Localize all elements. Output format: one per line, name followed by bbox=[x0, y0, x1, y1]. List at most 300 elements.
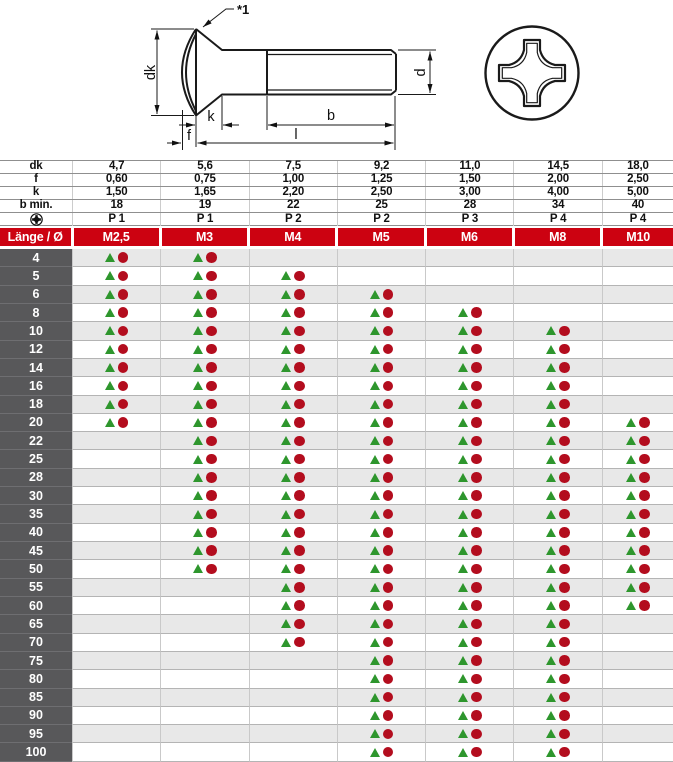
triangle-icon bbox=[370, 748, 380, 757]
triangle-icon bbox=[626, 418, 636, 427]
phillips-cross-icon bbox=[499, 40, 565, 106]
availability-cell bbox=[602, 359, 673, 377]
availability-cell bbox=[337, 597, 425, 615]
triangle-icon bbox=[370, 711, 380, 720]
availability-marker bbox=[370, 619, 394, 630]
availability-marker bbox=[458, 490, 482, 501]
availability-marker bbox=[105, 252, 129, 263]
table-row bbox=[0, 689, 673, 707]
circle-icon bbox=[383, 362, 394, 373]
availability-marker bbox=[281, 490, 305, 501]
availability-cell bbox=[513, 341, 601, 359]
circle-icon bbox=[294, 417, 305, 428]
triangle-icon bbox=[370, 619, 380, 628]
availability-cell bbox=[602, 689, 673, 707]
spec-value: 2,00 bbox=[513, 174, 601, 186]
triangle-icon bbox=[458, 711, 468, 720]
availability-marker bbox=[193, 436, 217, 447]
circle-icon bbox=[206, 326, 217, 337]
triangle-icon bbox=[193, 418, 203, 427]
availability-cell bbox=[602, 286, 673, 304]
availability-cell bbox=[249, 652, 337, 670]
availability-cell bbox=[337, 414, 425, 432]
triangle-icon bbox=[546, 693, 556, 702]
availability-marker bbox=[626, 490, 650, 501]
availability-cell bbox=[337, 615, 425, 633]
availability-marker bbox=[458, 729, 482, 740]
length-label: 75 bbox=[0, 652, 72, 670]
circle-icon bbox=[639, 454, 650, 465]
triangle-icon bbox=[281, 400, 291, 409]
availability-marker bbox=[546, 381, 570, 392]
triangle-icon bbox=[281, 546, 291, 555]
circle-icon bbox=[206, 417, 217, 428]
triangle-icon bbox=[281, 271, 291, 280]
length-label: 65 bbox=[0, 615, 72, 633]
spec-row-label: dk bbox=[29, 160, 43, 173]
availability-cell bbox=[602, 560, 673, 578]
table-row bbox=[0, 249, 673, 267]
spec-value: 1,25 bbox=[337, 174, 425, 186]
spec-value: 4,00 bbox=[513, 187, 601, 199]
availability-cell bbox=[602, 725, 673, 743]
availability-marker bbox=[370, 490, 394, 501]
availability-cell bbox=[160, 689, 248, 707]
circle-icon bbox=[206, 509, 217, 520]
circle-icon bbox=[118, 307, 129, 318]
availability-cell bbox=[425, 322, 513, 340]
circle-icon bbox=[294, 527, 305, 538]
availability-marker bbox=[626, 436, 650, 447]
triangle-icon bbox=[105, 271, 115, 280]
triangle-icon bbox=[193, 345, 203, 354]
circle-icon bbox=[294, 436, 305, 447]
circle-icon bbox=[639, 509, 650, 520]
circle-icon bbox=[294, 454, 305, 465]
availability-cell bbox=[337, 396, 425, 414]
availability-cell bbox=[513, 579, 601, 597]
availability-marker bbox=[370, 710, 394, 721]
circle-icon bbox=[118, 399, 129, 410]
availability-marker bbox=[193, 326, 217, 337]
length-label: 80 bbox=[0, 670, 72, 688]
triangle-icon bbox=[193, 326, 203, 335]
table-row bbox=[0, 432, 673, 450]
circle-icon bbox=[471, 674, 482, 685]
availability-marker bbox=[370, 454, 394, 465]
availability-marker bbox=[546, 436, 570, 447]
availability-cell bbox=[513, 652, 601, 670]
circle-icon bbox=[471, 637, 482, 648]
availability-cell bbox=[425, 249, 513, 267]
spec-value: 22 bbox=[249, 200, 337, 212]
availability-marker bbox=[370, 381, 394, 392]
spec-value: 1,50 bbox=[72, 187, 160, 199]
length-label: 18 bbox=[0, 396, 72, 414]
availability-cell bbox=[72, 469, 160, 487]
spec-value: 25 bbox=[337, 200, 425, 212]
availability-marker bbox=[458, 454, 482, 465]
availability-marker bbox=[193, 381, 217, 392]
circle-icon bbox=[206, 307, 217, 318]
size-column-header: M5 bbox=[338, 228, 423, 246]
availability-marker bbox=[370, 307, 394, 318]
triangle-icon bbox=[370, 564, 380, 573]
availability-cell bbox=[425, 469, 513, 487]
triangle-icon bbox=[281, 583, 291, 592]
availability-marker bbox=[105, 344, 129, 355]
triangle-icon bbox=[458, 345, 468, 354]
circle-icon bbox=[471, 454, 482, 465]
spec-value: 19 bbox=[160, 200, 248, 212]
availability-marker bbox=[105, 326, 129, 337]
availability-marker bbox=[281, 509, 305, 520]
availability-cell bbox=[602, 450, 673, 468]
availability-cell bbox=[160, 396, 248, 414]
circle-icon bbox=[206, 545, 217, 556]
triangle-icon bbox=[281, 363, 291, 372]
availability-cell bbox=[337, 304, 425, 322]
availability-cell bbox=[425, 377, 513, 395]
availability-cell bbox=[160, 432, 248, 450]
availability-cell bbox=[72, 414, 160, 432]
circle-icon bbox=[559, 527, 570, 538]
triangle-icon bbox=[546, 473, 556, 482]
table-row bbox=[0, 560, 673, 578]
availability-cell bbox=[249, 634, 337, 652]
triangle-icon bbox=[546, 400, 556, 409]
spec-row bbox=[0, 187, 673, 200]
availability-cell bbox=[513, 670, 601, 688]
circle-icon bbox=[639, 545, 650, 556]
availability-cell bbox=[513, 286, 601, 304]
circle-icon bbox=[559, 326, 570, 337]
length-label: 70 bbox=[0, 634, 72, 652]
circle-icon bbox=[383, 490, 394, 501]
triangle-icon bbox=[626, 510, 636, 519]
spec-row-label: b min. bbox=[19, 199, 53, 212]
availability-marker bbox=[370, 436, 394, 447]
length-label: 35 bbox=[0, 505, 72, 523]
availability-cell bbox=[337, 469, 425, 487]
availability-marker bbox=[193, 289, 217, 300]
phillips-cross-inner-icon bbox=[502, 43, 561, 102]
availability-marker bbox=[458, 381, 482, 392]
triangle-icon bbox=[370, 510, 380, 519]
availability-cell bbox=[72, 579, 160, 597]
triangle-icon bbox=[370, 491, 380, 500]
availability-marker bbox=[105, 417, 129, 428]
availability-marker bbox=[458, 619, 482, 630]
triangle-icon bbox=[546, 638, 556, 647]
availability-cell bbox=[337, 450, 425, 468]
circle-icon bbox=[118, 344, 129, 355]
availability-marker bbox=[370, 472, 394, 483]
availability-cell bbox=[249, 707, 337, 725]
availability-cell bbox=[72, 396, 160, 414]
circle-icon bbox=[206, 490, 217, 501]
availability-cell bbox=[425, 487, 513, 505]
table-row bbox=[0, 396, 673, 414]
triangle-icon bbox=[546, 418, 556, 427]
circle-icon bbox=[559, 417, 570, 428]
availability-marker bbox=[626, 417, 650, 428]
availability-marker bbox=[281, 289, 305, 300]
spec-value: 3,00 bbox=[425, 187, 513, 199]
triangle-icon bbox=[458, 729, 468, 738]
availability-cell bbox=[425, 304, 513, 322]
availability-marker bbox=[281, 381, 305, 392]
length-label: 14 bbox=[0, 359, 72, 377]
availability-cell bbox=[602, 579, 673, 597]
availability-cell bbox=[513, 689, 601, 707]
circle-icon bbox=[294, 289, 305, 300]
table-row bbox=[0, 670, 673, 688]
availability-marker bbox=[458, 527, 482, 538]
triangle-icon bbox=[458, 748, 468, 757]
table-row bbox=[0, 615, 673, 633]
availability-cell bbox=[249, 579, 337, 597]
availability-cell bbox=[513, 377, 601, 395]
spec-value: 40 bbox=[602, 200, 673, 212]
circle-icon bbox=[294, 582, 305, 593]
triangle-icon bbox=[370, 455, 380, 464]
availability-cell bbox=[160, 652, 248, 670]
triangle-icon bbox=[370, 693, 380, 702]
availability-cell bbox=[337, 359, 425, 377]
circle-icon bbox=[559, 747, 570, 758]
length-label: 16 bbox=[0, 377, 72, 395]
availability-cell bbox=[602, 267, 673, 285]
availability-cell bbox=[337, 377, 425, 395]
spec-value: 2,20 bbox=[249, 187, 337, 199]
availability-cell bbox=[425, 341, 513, 359]
circle-icon bbox=[383, 436, 394, 447]
size-column-header: M8 bbox=[515, 228, 600, 246]
circle-icon bbox=[639, 564, 650, 575]
availability-marker bbox=[105, 381, 129, 392]
table-row bbox=[0, 707, 673, 725]
circle-icon bbox=[294, 637, 305, 648]
size-column-header: M2,5 bbox=[74, 228, 159, 246]
availability-cell bbox=[72, 542, 160, 560]
table-row bbox=[0, 487, 673, 505]
triangle-icon bbox=[546, 510, 556, 519]
spec-value: P 1 bbox=[72, 213, 160, 226]
availability-cell bbox=[602, 249, 673, 267]
availability-cell bbox=[72, 743, 160, 761]
availability-marker bbox=[546, 747, 570, 758]
availability-marker bbox=[626, 527, 650, 538]
circle-icon bbox=[383, 454, 394, 465]
table-row bbox=[0, 524, 673, 542]
availability-cell bbox=[602, 396, 673, 414]
triangle-icon bbox=[546, 656, 556, 665]
callout-label: *1 bbox=[237, 2, 250, 17]
circle-icon bbox=[383, 326, 394, 337]
circle-icon bbox=[118, 417, 129, 428]
length-label: 8 bbox=[0, 304, 72, 322]
circle-icon bbox=[294, 619, 305, 630]
circle-icon bbox=[118, 381, 129, 392]
triangle-icon bbox=[458, 601, 468, 610]
spec-value: 5,00 bbox=[602, 187, 673, 199]
triangle-icon bbox=[281, 510, 291, 519]
circle-icon bbox=[383, 564, 394, 575]
size-column-header: M10 bbox=[603, 228, 673, 246]
spec-row-label: k bbox=[32, 186, 40, 199]
circle-icon bbox=[471, 655, 482, 666]
availability-cell bbox=[513, 524, 601, 542]
availability-marker bbox=[370, 564, 394, 575]
availability-marker bbox=[546, 655, 570, 666]
triangle-icon bbox=[105, 290, 115, 299]
length-label: 12 bbox=[0, 341, 72, 359]
availability-marker bbox=[193, 545, 217, 556]
availability-cell bbox=[425, 396, 513, 414]
circle-icon bbox=[559, 344, 570, 355]
triangle-icon bbox=[370, 601, 380, 610]
triangle-icon bbox=[458, 400, 468, 409]
spec-table bbox=[0, 160, 673, 226]
availability-cell bbox=[602, 487, 673, 505]
availability-cell bbox=[513, 743, 601, 761]
phillips-drive-icon bbox=[30, 213, 43, 226]
circle-icon bbox=[294, 399, 305, 410]
triangle-icon bbox=[370, 674, 380, 683]
triangle-icon bbox=[105, 326, 115, 335]
table-row bbox=[0, 634, 673, 652]
triangle-icon bbox=[546, 381, 556, 390]
availability-marker bbox=[546, 600, 570, 611]
circle-icon bbox=[559, 381, 570, 392]
spec-row bbox=[0, 213, 673, 226]
triangle-icon bbox=[546, 363, 556, 372]
availability-marker bbox=[193, 271, 217, 282]
availability-cell bbox=[72, 487, 160, 505]
availability-marker bbox=[281, 399, 305, 410]
availability-cell bbox=[337, 743, 425, 761]
availability-cell bbox=[425, 505, 513, 523]
availability-marker bbox=[370, 582, 394, 593]
triangle-icon bbox=[458, 638, 468, 647]
triangle-icon bbox=[546, 674, 556, 683]
availability-marker bbox=[458, 637, 482, 648]
availability-cell bbox=[72, 689, 160, 707]
availability-marker bbox=[281, 326, 305, 337]
circle-icon bbox=[559, 600, 570, 611]
spec-value: 14,5 bbox=[513, 161, 601, 173]
triangle-icon bbox=[281, 418, 291, 427]
circle-icon bbox=[383, 472, 394, 483]
availability-cell bbox=[513, 560, 601, 578]
circle-icon bbox=[471, 710, 482, 721]
availability-cell bbox=[249, 432, 337, 450]
spec-value: 1,50 bbox=[425, 174, 513, 186]
availability-cell bbox=[72, 597, 160, 615]
availability-cell bbox=[602, 432, 673, 450]
spec-value: P 2 bbox=[249, 213, 337, 226]
table-row bbox=[0, 469, 673, 487]
circle-icon bbox=[206, 564, 217, 575]
triangle-icon bbox=[458, 473, 468, 482]
availability-cell bbox=[160, 286, 248, 304]
length-label: 45 bbox=[0, 542, 72, 560]
availability-marker bbox=[370, 729, 394, 740]
circle-icon bbox=[559, 454, 570, 465]
size-header-row bbox=[0, 226, 673, 249]
circle-icon bbox=[559, 655, 570, 666]
availability-cell bbox=[337, 707, 425, 725]
spec-value: 1,65 bbox=[160, 187, 248, 199]
availability-marker bbox=[546, 527, 570, 538]
triangle-icon bbox=[626, 601, 636, 610]
spec-value: 4,7 bbox=[72, 161, 160, 173]
circle-icon bbox=[383, 399, 394, 410]
availability-cell bbox=[425, 542, 513, 560]
availability-cell bbox=[249, 487, 337, 505]
availability-marker bbox=[193, 490, 217, 501]
triangle-icon bbox=[193, 528, 203, 537]
length-label: 100 bbox=[0, 743, 72, 761]
availability-cell bbox=[425, 414, 513, 432]
availability-cell bbox=[160, 597, 248, 615]
availability-cell bbox=[160, 579, 248, 597]
length-label: 5 bbox=[0, 267, 72, 285]
availability-cell bbox=[160, 542, 248, 560]
spec-value: 18,0 bbox=[602, 161, 673, 173]
availability-cell bbox=[249, 560, 337, 578]
triangle-icon bbox=[105, 363, 115, 372]
triangle-icon bbox=[626, 583, 636, 592]
length-label: 55 bbox=[0, 579, 72, 597]
circle-icon bbox=[383, 637, 394, 648]
triangle-icon bbox=[370, 418, 380, 427]
availability-cell bbox=[72, 432, 160, 450]
circle-icon bbox=[471, 564, 482, 575]
spec-value: 2,50 bbox=[337, 187, 425, 199]
availability-cell bbox=[425, 615, 513, 633]
circle-icon bbox=[559, 436, 570, 447]
triangle-icon bbox=[458, 564, 468, 573]
availability-cell bbox=[513, 597, 601, 615]
availability-marker bbox=[458, 674, 482, 685]
availability-cell bbox=[160, 267, 248, 285]
availability-cell bbox=[337, 249, 425, 267]
availability-marker bbox=[546, 490, 570, 501]
availability-cell bbox=[249, 267, 337, 285]
availability-cell bbox=[513, 487, 601, 505]
availability-cell bbox=[425, 634, 513, 652]
availability-marker bbox=[281, 454, 305, 465]
availability-cell bbox=[249, 689, 337, 707]
table-row bbox=[0, 267, 673, 285]
screw-drawing bbox=[0, 0, 673, 160]
availability-cell bbox=[602, 542, 673, 560]
availability-cell bbox=[513, 322, 601, 340]
availability-cell bbox=[160, 414, 248, 432]
technical-drawing bbox=[0, 0, 673, 160]
availability-cell bbox=[425, 652, 513, 670]
triangle-icon bbox=[458, 381, 468, 390]
availability-marker bbox=[281, 436, 305, 447]
circle-icon bbox=[206, 436, 217, 447]
availability-marker bbox=[458, 655, 482, 666]
circle-icon bbox=[471, 582, 482, 593]
circle-icon bbox=[559, 472, 570, 483]
availability-cell bbox=[425, 524, 513, 542]
triangle-icon bbox=[281, 564, 291, 573]
